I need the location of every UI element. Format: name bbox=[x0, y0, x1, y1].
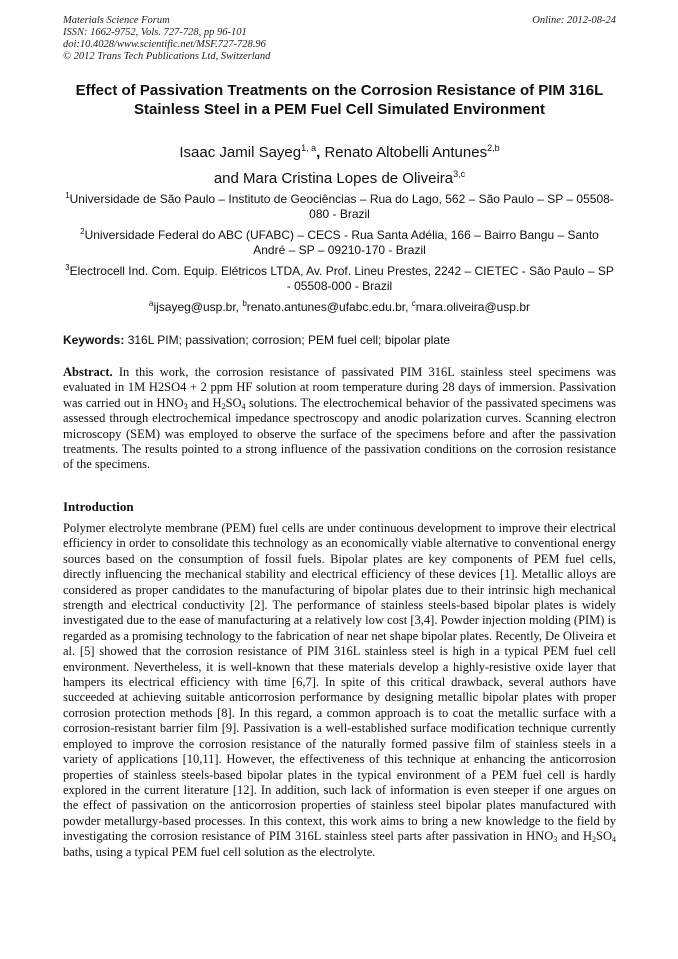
subscript: 2 bbox=[221, 401, 226, 411]
subscript: 4 bbox=[612, 835, 616, 845]
author-name: Isaac Jamil Sayeg bbox=[179, 144, 302, 161]
abstract bbox=[63, 365, 616, 473]
keywords-text: 316L PIM; passivation; corrosion; PEM fuel cell; bipolar plate bbox=[124, 333, 451, 347]
journal-name: Materials Science Forum bbox=[63, 15, 170, 26]
issn-line: ISSN: 1662-9752, Vols. 727-728, pp 96-101 bbox=[63, 27, 247, 38]
author-affil-mark: 3,c bbox=[453, 169, 466, 179]
affiliation-text: Universidade Federal do ABC (UFABC) – CECS - Rua Santa Adélia, 166 – Bairro Bangu – Santo André – SP – 09210-170 - Brazil bbox=[84, 228, 599, 257]
affiliation-mark: 2 bbox=[80, 227, 85, 236]
email-mark: b bbox=[242, 299, 247, 308]
introduction-text: baths, using a typical PEM fuel cell solution as the electrolyte. bbox=[63, 844, 376, 859]
keywords-label: Keywords: bbox=[63, 333, 125, 347]
doi-line: doi:10.4028/www.scientific.net/MSF.727-728.96 bbox=[63, 39, 266, 50]
email-list bbox=[63, 300, 616, 315]
introduction-text: SO bbox=[596, 829, 612, 844]
email-mark: c bbox=[411, 299, 416, 308]
abstract-text: SO bbox=[225, 395, 242, 410]
subscript: 3 bbox=[553, 835, 558, 845]
section-heading-introduction: Introduction bbox=[63, 499, 134, 514]
affiliation-text: Electrocell Ind. Com. Equip. Elétricos LTDA, Av. Prof. Lineu Prestes, 2242 – CIETEC - São Paulo – SP - 05508-000 - Brazil bbox=[69, 264, 614, 293]
introduction-body bbox=[63, 521, 616, 860]
author-separator: , bbox=[316, 144, 325, 161]
author-name: Mara Cristina Lopes de Oliveira bbox=[243, 170, 454, 187]
affiliation bbox=[63, 192, 616, 222]
email-link[interactable]: ijsayeg@usp.br, bbox=[153, 300, 243, 314]
author-list bbox=[63, 140, 616, 192]
copyright-line: © 2012 Trans Tech Publications Ltd, Switzerland bbox=[63, 51, 271, 62]
subscript: 2 bbox=[592, 835, 597, 845]
affiliation-mark: 1 bbox=[65, 191, 70, 200]
introduction-text: Polymer electrolyte membrane (PEM) fuel cells are under continuous development to improve their electrical efficiency in order to consolidate this technology as an economically viable alternative to conventional energy sources based on the consumption of fossil fuels. Bipolar plates are key components of PEM fuel cells, directly influencing the mechanical stability and electrical efficiency of these devices [1]. Metallic alloys are considered as proper candidates to the manufacturing of bipolar plates due to their intrinsic high mechanical strength and electrical conductivity [2]. The performance of stainless steels-based bipolar plates is widely investigated due to the ease of manufacturing at a relatively low cost [3,4]. Powder injection molding (PIM) is regarded as a promising technology to the fabrication of near net shape bipolar plates. Recently, De Oliveira et al. [5] showed that the corrosion resistance of PIM 316L stainless steel is high in a typical PEM fuel cell environment. Nevertheless, it is well-known that these materials develop a highly-resistive oxide layer that hampers its electrical efficiency with time [6,7]. In spite of this critical drawback, several authors have succeeded at achieving suitable anticorrosion performance by designing metallic bipolar plates with proper corrosion protection methods [8]. In this regard, a common approach is to coat the metallic surface with a corrosion-resistant barrier film [9]. Passivation is a well-established surface modification technique currently employed to improve the corrosion resistance of the naturally formed passive film of stainless steels in a variety of applications [10,11]. However, the effectiveness of this technique at enhancing the anticorrosion properties of stainless steels-based bipolar plates in the typical environment of a PEM fuel cell is hardly explored in the current literature [12]. In addition, such lack of information is even steeper if one argues on the effect of passivation on the anticorrosion properties of stainless steel bipolar plates manufactured with powder metallurgy-based processes. In this context, this work aims to bring a new knowledge to the field by investigating the corrosion resistance of PIM 316L stainless steel parts after passivation in HNO bbox=[63, 521, 616, 844]
author-name: Renato Altobelli Antunes bbox=[324, 144, 488, 161]
author-affil-mark: 2,b bbox=[487, 143, 500, 153]
subscript: 3 bbox=[183, 401, 188, 411]
online-date: Online: 2012-08-24 bbox=[532, 15, 616, 26]
affiliation-mark: 3 bbox=[65, 263, 70, 272]
abstract-label: Abstract. bbox=[63, 365, 113, 379]
paper-title: Effect of Passivation Treatments on the Corrosion Resistance of PIM 316L Stainless Steel in a PEM Fuel Cell Simulated Environment bbox=[75, 82, 604, 118]
author-affil-mark: 1, a bbox=[301, 143, 317, 153]
author-and: and bbox=[213, 170, 244, 187]
affiliation bbox=[63, 228, 616, 258]
email-link[interactable]: mara.oliveira@usp.br bbox=[415, 300, 530, 314]
email-link[interactable]: renato.antunes@ufabc.edu.br, bbox=[246, 300, 412, 314]
journal-header bbox=[63, 15, 616, 63]
abstract-text: and H bbox=[187, 395, 222, 410]
email-mark: a bbox=[148, 299, 154, 308]
subscript: 4 bbox=[241, 401, 246, 411]
keywords bbox=[63, 333, 616, 348]
affiliation-text: Universidade de São Paulo – Instituto de Geociências – Rua do Lago, 562 – São Paulo – SP – 05508-080 - Brazil bbox=[69, 192, 614, 221]
abstract-text: solutions. The electrochemical behavior of the passivated specimens was assessed through electrochemical impedance spectroscopy and anodic polarization curves. Scanning electron microscopy (SEM) was employed to observe the surface of the specimens before and after the passivation treatments. The results pointed to a strong influence of the passivation conditions on the corrosion resistance of the specimens. bbox=[63, 395, 616, 472]
abstract-text: In this work, the corrosion resistance of passivated PIM 316L stainless steel specimens was evaluated in 1M H2SO4 + 2 ppm HF solution at room temperature during 28 days of immersion. Passivation was carried out in HNO bbox=[63, 365, 616, 410]
affiliation bbox=[63, 264, 616, 294]
introduction-text: and H bbox=[557, 829, 593, 844]
